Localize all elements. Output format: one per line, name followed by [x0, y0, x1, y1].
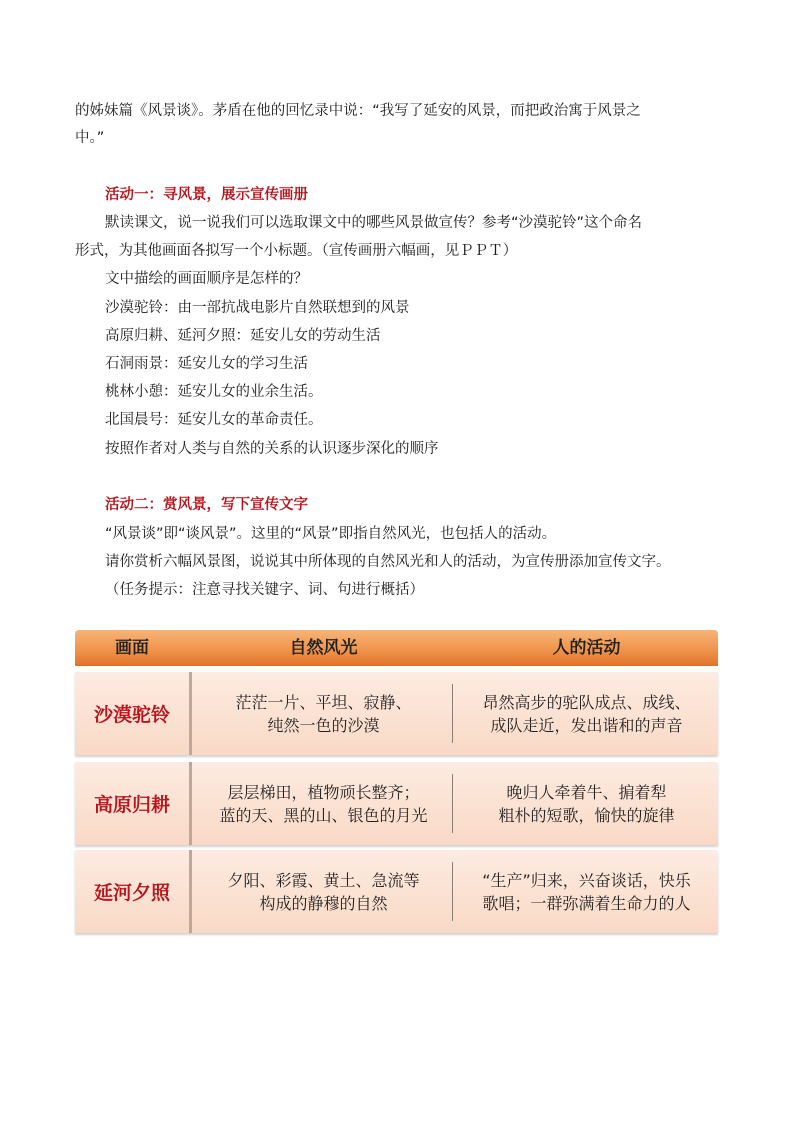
natural-line: 蓝的天、黑的山、银色的月光	[219, 805, 428, 825]
row-human-cell	[455, 850, 718, 933]
activity1-item: 北国晨号：延安儿女的革命责任。	[105, 412, 323, 428]
intro-line-2: 中。”	[75, 130, 105, 146]
activity2-hint: （任务提示：注意寻找关键字、词、句进行概括）	[105, 582, 424, 598]
table-row	[75, 762, 718, 845]
row-scene-name: 高原归耕	[75, 762, 192, 845]
human-line: 歌唱；一群弥满着生命力的人	[482, 893, 691, 913]
header-human: 人的活动	[552, 638, 621, 658]
intro-line-1: 的姊妹篇《风景谈》。茅盾在他的回忆录中说：“我写了延安的风景，而把政治寓于风景之	[75, 103, 641, 119]
natural-line: 夕阳、彩霞、黄土、急流等	[227, 870, 420, 890]
activity1-paragraph-line-1: 默读课文，说一说我们可以选取课文中的哪些风景做宣传？参考“沙漠驼铃”这个命名	[105, 215, 643, 231]
header-scene: 画面	[115, 638, 149, 658]
row-human-cell	[455, 672, 718, 755]
header-natural: 自然风光	[289, 638, 358, 658]
table-header	[75, 630, 718, 666]
scenery-table	[75, 630, 718, 933]
activity1-item: 石洞雨景：延安儿女的学习生活	[105, 356, 308, 372]
natural-line: 纯然一色的沙漠	[267, 715, 380, 735]
row-natural-cell	[192, 850, 455, 933]
human-line: 粗朴的短歌，愉快的旋律	[498, 805, 675, 825]
row-human-cell	[455, 762, 718, 845]
activity1-question: 文中描绘的画面顺序是怎样的？	[105, 271, 308, 287]
natural-line: 构成的静穆的自然	[259, 893, 388, 913]
row-scene-name: 沙漠驼铃	[75, 672, 192, 755]
activity1-item: 高原归耕、延河夕照：延安儿女的劳动生活	[105, 328, 381, 344]
human-line: “生产”归来，兴奋谈话，快乐	[482, 870, 691, 890]
activity1-paragraph-line-2: 形式，为其他画面各拟写一个小标题。（宣传画册六幅画，见ＰＰＴ）	[75, 243, 518, 259]
table-row	[75, 672, 718, 755]
row-scene-name: 延河夕照	[75, 850, 192, 933]
human-line: 昂然高步的驼队成点、成线、	[482, 692, 691, 712]
human-line: 成队走近，发出谐和的声音	[490, 715, 683, 735]
row-natural-cell	[192, 672, 455, 755]
activity1-heading: 活动一：寻风景，展示宣传画册	[105, 187, 308, 203]
activity2-paragraph-1: “风景谈”即“谈风景”。这里的“风景”即指自然风光，也包括人的活动。	[105, 526, 557, 542]
column-divider	[452, 774, 453, 833]
human-line: 晚归人牵着牛、掮着犁	[506, 782, 667, 802]
table-row	[75, 850, 718, 933]
activity2-paragraph-2: 请你赏析六幅风景图，说说其中所体现的自然风光和人的活动，为宣传册添加宣传文字。	[105, 554, 671, 570]
activity2-heading: 活动二：赏风景，写下宣传文字	[105, 497, 308, 513]
natural-line: 层层梯田，植物顽长整齐；	[227, 782, 420, 802]
column-divider	[452, 862, 453, 921]
activity1-item: 桃林小憩：延安儿女的业余生活。	[105, 384, 323, 400]
activity1-item: 沙漠驼铃：由一部抗战电影片自然联想到的风景	[105, 300, 410, 316]
natural-line: 茫茫一片、平坦、寂静、	[235, 692, 412, 712]
column-divider	[452, 684, 453, 743]
activity1-conclusion: 按照作者对人类与自然的关系的认识逐步深化的顺序	[105, 441, 439, 457]
row-natural-cell	[192, 762, 455, 845]
